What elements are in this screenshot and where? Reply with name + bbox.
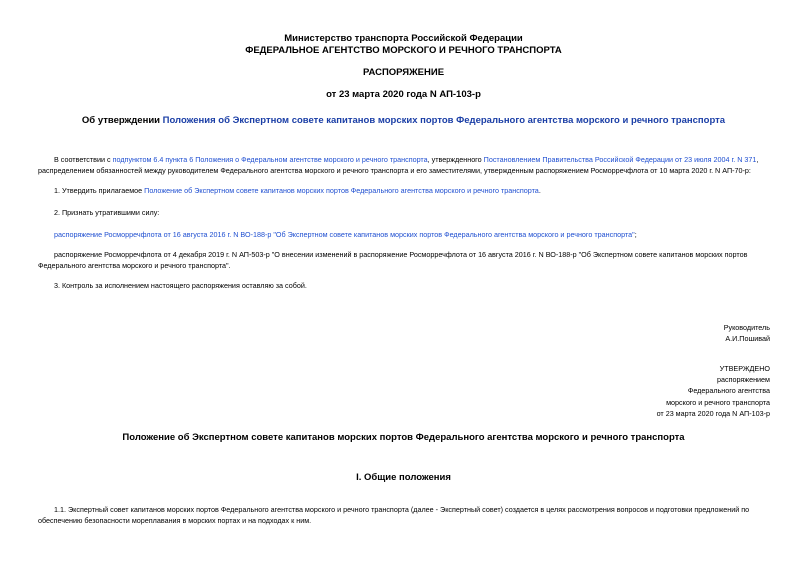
- clause-1-1-line-1: 1.1. Экспертный совет капитанов морских портов Федерального агентства морского и речного транспорта (далее - Экспертный совет) создается в целях рассмотрения вопросов и подготовки предложений по: [54, 505, 750, 514]
- repealed-order-2-line-2: Федерального агентства морского и речного транспорта".: [38, 261, 231, 270]
- document-title: [0, 115, 807, 127]
- ministry-name: Министерство транспорта Российской Федерации: [284, 33, 523, 44]
- item-1: 1. Утвердить прилагаемое Положение об Экспертном совете капитанов морских портов Федерального агентства морского и речного транспорта.: [54, 186, 541, 195]
- approval-line-5: от 23 марта 2020 года N АП-103-р: [656, 408, 770, 418]
- approval-block: [657, 363, 770, 419]
- clause-1-1-line-2: обеспечению безопасности мореплавания в морских портах и на подходах к ним.: [38, 516, 312, 525]
- section-title: I. Общие положения: [356, 472, 451, 483]
- regulation-link[interactable]: подпунктом 6.4 пункта 6 Положения о Федеральном агентстве морского и речного транспорта: [112, 155, 428, 164]
- government-decree-link[interactable]: Постановлением Правительства Российской Федерации от 23 июля 2004 г. N 371: [483, 155, 757, 164]
- item-2: 2. Признать утратившими силу:: [54, 208, 160, 217]
- document-type: РАСПОРЯЖЕНИЕ: [362, 67, 445, 78]
- signature-role: Руководитель: [723, 323, 770, 332]
- document-date: от 23 марта 2020 года N АП-103-р: [326, 89, 481, 100]
- approval-line-4: морского и речного транспорта: [666, 397, 770, 407]
- document-title-prefix: Об утверждении: [81, 115, 163, 126]
- document-title-link[interactable]: Положения об Экспертном совете капитанов морских портов Федерального агентства морского и речного транспорта: [162, 115, 726, 126]
- repealed-order-1: распоряжение Росморречфлота от 16 августа 2016 г. N ВО-188-р "Об Экспертном совете капитанов морских портов Федерального агентства морского и речного транспорта";: [54, 230, 637, 239]
- signature-block: [724, 322, 770, 344]
- approval-line-2: распоряжением: [716, 375, 770, 385]
- approval-line-3: Федерального агентства: [687, 386, 770, 396]
- approved-regulation-link[interactable]: Положение об Экспертном совете капитанов морских портов Федерального агентства морского и речного транспорта: [144, 186, 539, 195]
- repealed-order-2-line-1: распоряжение Росморречфлота от 4 декабря 2019 г. N АП-503-р "О внесении изменений в распоряжение Росморречфлота от 16 августа 2016 г. N ВО-188-р "Об Экспертном совете капитанов морских портов: [54, 250, 748, 259]
- regulation-title: Положение об Экспертном совете капитанов морских портов Федерального агентства морского и речного транспорта: [122, 432, 685, 443]
- repealed-order-1-link[interactable]: распоряжение Росморречфлота от 16 августа 2016 г. N ВО-188-р "Об Экспертном совете капитанов морских портов Федерального агентства морского и речного транспорта": [54, 230, 635, 239]
- preamble-line-1: В соответствии с подпунктом 6.4 пункта 6 Положения о Федеральном агентстве морского и речного транспорта, утвержденного Постановлением Правительства Российской Федерации от 23 июля 2004 г. N 371,: [54, 155, 759, 164]
- approval-line-1: УТВЕРЖДЕНО: [719, 364, 770, 373]
- item-3: 3. Контроль за исполнением настоящего распоряжения оставляю за собой.: [54, 281, 307, 290]
- agency-name: ФЕДЕРАЛЬНОЕ АГЕНТСТВО МОРСКОГО И РЕЧНОГО ТРАНСПОРТА: [245, 45, 562, 56]
- signature-name: А.И.Пошивай: [725, 334, 770, 344]
- preamble-line-2: распределением обязанностей между руководителем Федерального агентства морского и речного транспорта и его заместителями, утвержденным распоряжением Росморречфлота от 10 марта 2020 г. N АП-70-р:: [38, 166, 751, 175]
